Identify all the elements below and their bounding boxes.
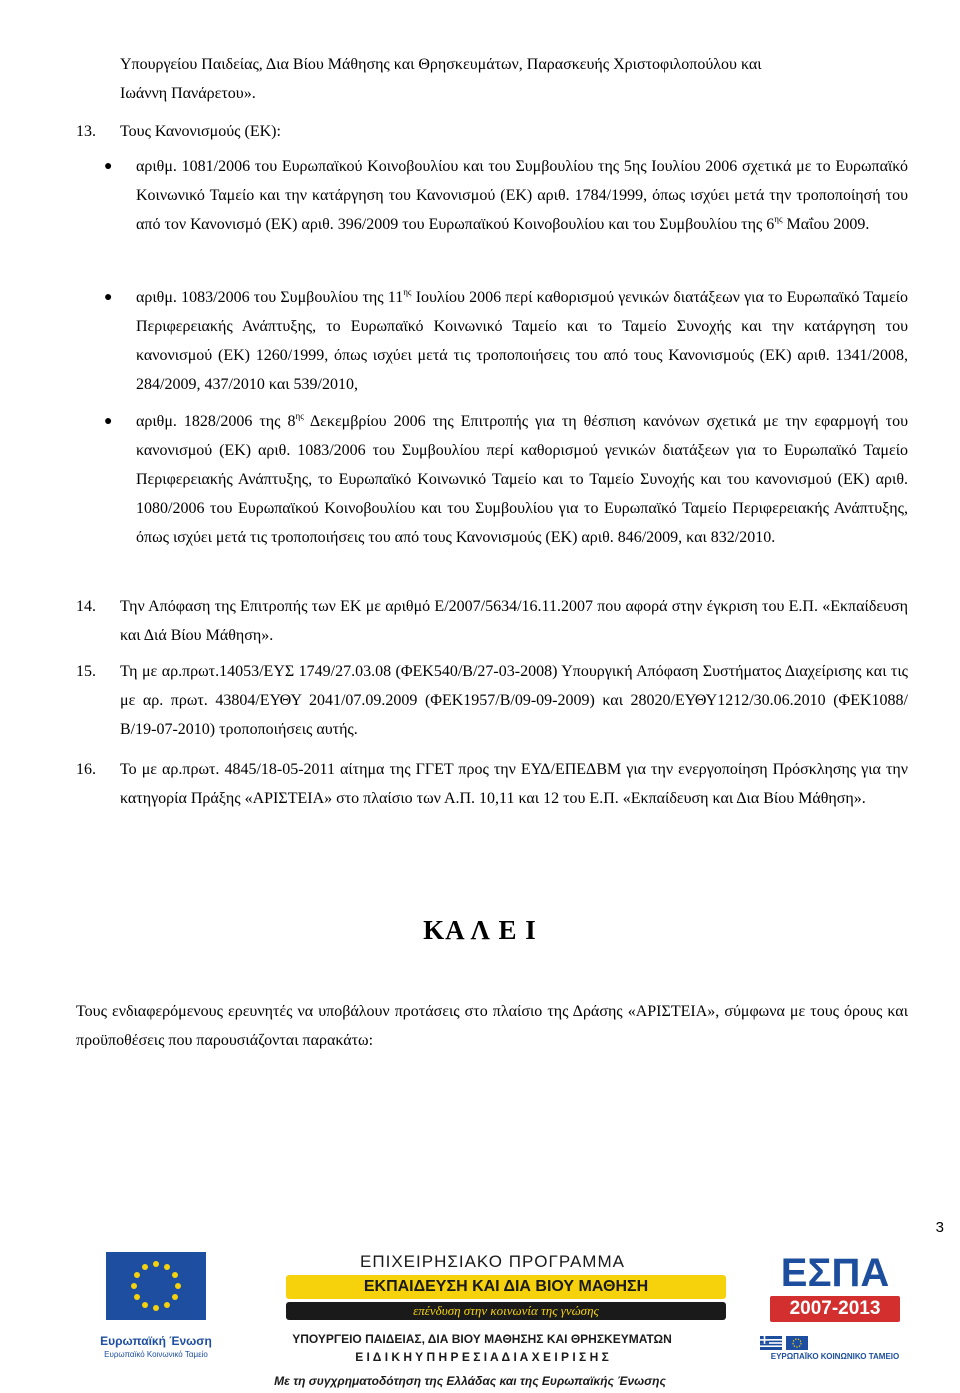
page-number: 3 (935, 1219, 944, 1236)
item-15-text: Τη με αρ.πρωτ.14053/ΕΥΣ 1749/27.03.08 (ΦΕΚ540/Β/27-03-2008) Υπουργική Απόφαση Συστήματος Διαχείρισης και τις με αρ. πρωτ. 43804/ΕΥΘΥ 2041/07.09.2009 (ΦΕΚ1957/Β/09-09-2009) και 28020/ΕΥΘΥ1212/30.06.2010 (ΦΕΚ1088/Β/19-07-2010) τροποποιήσεις αυτής. (120, 663, 908, 738)
bullet-icon: ● (104, 290, 113, 305)
footer-banner (0, 1244, 960, 1393)
item-13-title: Τους Κανονισμούς (ΕΚ): (120, 123, 281, 140)
espa-years: 2007-2013 (789, 1298, 881, 1319)
bullet-icon: ● (104, 159, 113, 174)
espa-wordmark: ΕΣΠΑ (780, 1251, 890, 1295)
ordinal-suffix: ης (403, 287, 412, 297)
intro-line-2: Ιωάννη Πανάρετου». (120, 85, 256, 102)
greek-flag-icon (760, 1336, 782, 1350)
intro-line-1: Υπουργείου Παιδείας, Δια Βίου Μάθησης και Θρησκευμάτων, Παρασκευής Χριστοφιλοπούλου και (120, 56, 762, 73)
regulation-1828-2006 (136, 407, 908, 552)
regulation-1083-text-end: Ιουλίου 2006 περί καθορισμού γενικών διατάξεων για το Ευρωπαϊκό Ταμείο Περιφερειακής Ανάπτυξης, το Ευρωπαϊκό Κοινωνικό Ταμείο και το Ταμείο Συνοχής και την κατάργηση του κανονισμού (ΕΚ) 1260/1999, όπως ισχύει μετά τις τροποποιήσεις του από τους Κανονισμούς (ΕΚ) αριθ. 1341/2008, 284/2009, 437/2010 και 539/2010, (136, 289, 909, 393)
bullet-icon: ● (104, 414, 113, 429)
program-slogan-bar (286, 1302, 726, 1320)
item-14-text: Την Απόφαση της Επιτροπής των ΕΚ με αριθμό Ε/2007/5634/16.11.2007 που αφορά στην έγκριση του Ε.Π. «Εκπαίδευση και Διά Βίου Μάθηση». (120, 598, 908, 644)
program-slogan: επένδυση στην κοινωνία της γνώσης (413, 1303, 599, 1318)
cofunding-note: Με τη συγχρηματοδότηση της Ελλάδας και της Ευρωπαϊκής Ένωσης (274, 1374, 666, 1388)
regulation-1083-text: αριθμ. 1083/2006 του Συμβουλίου της 11 (136, 289, 404, 306)
item-14-number: 14. (76, 598, 96, 615)
program-label-main (286, 1275, 726, 1299)
item-13-number: 13. (76, 123, 96, 140)
ordinal-suffix: ης (295, 411, 304, 421)
regulation-1083-2006 (136, 283, 908, 399)
ordinal-suffix: ης (774, 214, 783, 224)
program-label-top: ΕΠΙΧΕΙΡΗΣΙΑΚΟ ΠΡΟΓΡΑΜΜΑ (360, 1252, 625, 1271)
eu-logo (100, 1252, 212, 1382)
closing-paragraph: Τους ενδιαφερόμενους ερευνητές να υποβάλουν προτάσεις στο πλαίσιο της Δράσης «ΑΡΙΣΤΕΙΑ», σύμφωνα με τους όρους και προϋποθέσεις που παρουσιάζονται παρακάτω: (76, 1003, 908, 1049)
page-heading: ΚΑ Λ Ε Ι (423, 915, 537, 945)
regulation-1081-2006 (136, 152, 908, 239)
esf-sub-label: Ευρωπαϊκό Κοινωνικό Ταμείο (104, 1350, 208, 1359)
program-name: ΕΚΠΑΙΔΕΥΣΗ ΚΑΙ ΔΙΑ ΒΙΟΥ ΜΑΘΗΣΗ (363, 1278, 649, 1295)
item-15-number: 15. (76, 663, 96, 680)
managing-authority: Ε Ι Δ Ι Κ Η Υ Π Η Ρ Ε Σ Ι Α Δ Ι Α Χ Ε Ι Ρ Ι Σ Η Σ (355, 1350, 609, 1364)
regulation-1081-text: αριθμ. 1081/2006 του Ευρωπαϊκού Κοινοβουλίου και του Συμβουλίου της 5ης Ιουλίου 2006 σχετικά με το Ευρωπαϊκό Κοινωνικό Ταμείο και την κατάργηση του Κανονισμού (ΕΚ) αριθ. 1784/1999, όπως ισχύει μετά την τροποποίησή του από τον Κανονισμό (ΕΚ) αριθ. 396/2009 του Ευρωπαϊκού Κοινοβουλίου και του Συμβουλίου της 6 (136, 158, 908, 233)
intro-paragraph (120, 50, 910, 108)
eu-flag-icon (106, 1252, 206, 1320)
regulation-1081-text-end: Μαΐου 2009. (782, 216, 870, 233)
regulation-1828-text-end: Δεκεμβρίου 2006 της Επιτροπής για τη θέσπιση κανόνων σχετικά με την εφαρμογή του κανονισμού (ΕΚ) αριθ. 1083/2006 του Συμβουλίου περί καθορισμού γενικών διατάξεων για το Ευρωπαϊκό Ταμείο Περιφερειακής Ανάπτυξης, το Ευρωπαϊκό Κοινωνικό Ταμείο και το Ταμείο Συνοχής και του κανονισμού (ΕΚ) αριθ. 1080/2006 του Ευρωπαϊκού Κοινοβουλίου και του Συμβουλίου για το Ευρωπαϊκό Ταμείο Περιφερειακής Ανάπτυξης, όπως ισχύει μετά τις τροποποιήσεις του από τους Κανονισμούς (ΕΚ) αριθ. 846/2009, και 832/2010. (136, 413, 908, 546)
espa-logo (760, 1252, 910, 1372)
eu-small-flag-icon (786, 1336, 808, 1350)
item-16-text: Το με αρ.πρωτ. 4845/18-05-2011 αίτημα της ΓΓΕΤ προς την ΕΥΔ/ΕΠΕΔΒΜ για την ενεργοποίηση Πρόσκλησης για την κατηγορία Πράξης «ΑΡΙΣΤΕΙΑ» στο πλαίσιο των Α.Π. 10,11 και 12 του Ε.Π. «Εκπαίδευση και Δια Βίου Μάθηση». (120, 761, 908, 807)
program-logo (230, 1252, 750, 1332)
espa-years-bar (770, 1296, 900, 1322)
eu-label: Ευρωπαϊκή Ένωση (100, 1334, 212, 1348)
ministry-name: ΥΠΟΥΡΓΕΙΟ ΠΑΙΔΕΙΑΣ, ΔΙΑ ΒΙΟΥ ΜΑΘΗΣΗΣ ΚΑΙ ΘΡΗΣΚΕΥΜΑΤΩΝ (292, 1332, 672, 1346)
esf-label: ΕΥΡΩΠΑΪΚΟ ΚΟΙΝΩΝΙΚΟ ΤΑΜΕΙΟ (770, 1352, 900, 1361)
regulation-1828-text: αριθμ. 1828/2006 της 8 (136, 413, 296, 430)
item-16-number: 16. (76, 761, 96, 778)
